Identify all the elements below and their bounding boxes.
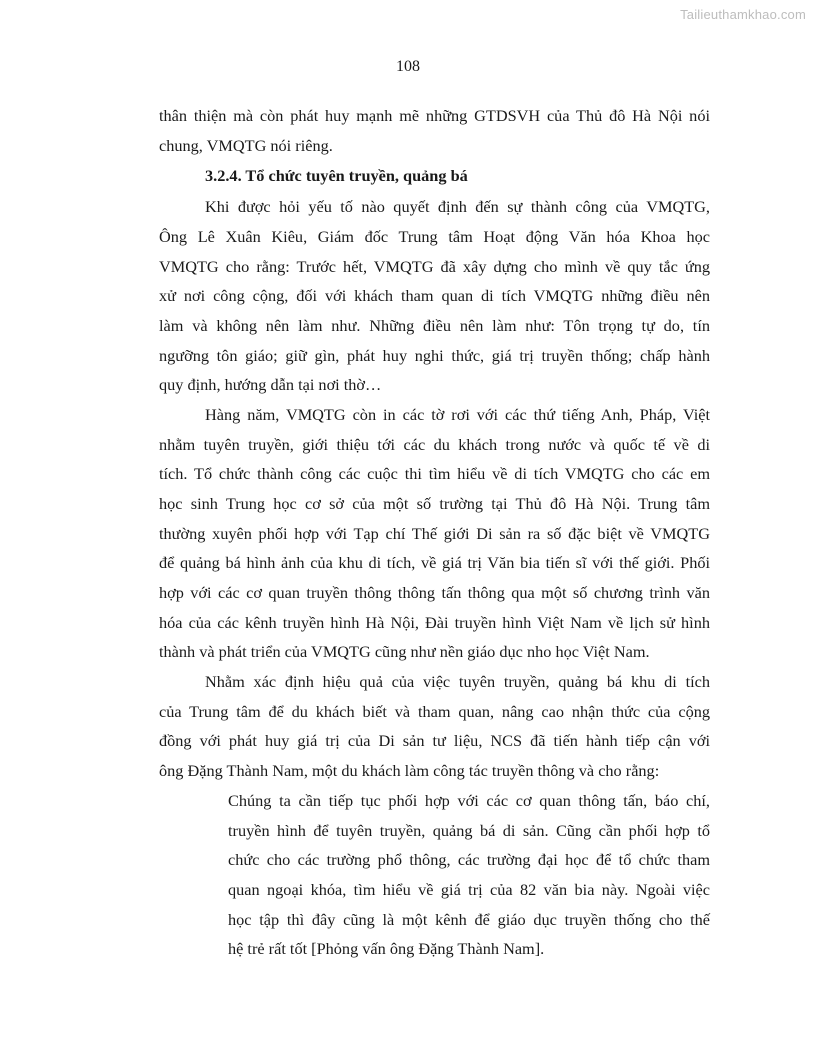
body-text-line: làm và không nên làm như. Những điều nên làm như: Tôn trọng tự do, tín bbox=[159, 316, 710, 335]
body-text-line: Nhằm xác định hiệu quả của việc tuyên truyền, quảng bá khu di tích bbox=[205, 672, 710, 691]
body-text-line: Khi được hỏi yếu tố nào quyết định đến sự thành công của VMQTG, bbox=[205, 197, 710, 216]
body-text-line: xử nơi công cộng, đối với khách tham quan di tích VMQTG những điều nên bbox=[159, 286, 710, 305]
body-text-line: ông Đặng Thành Nam, một du khách làm công tác truyền thông và cho rằng: bbox=[159, 761, 660, 780]
body-text-line: Ông Lê Xuân Kiêu, Giám đốc Trung tâm Hoạt động Văn hóa Khoa học bbox=[159, 227, 710, 246]
body-text-line: ngưỡng tôn giáo; giữ gìn, phát huy nghi thức, giá trị truyền thống; chấp hành bbox=[159, 346, 710, 365]
quote-line: quan ngoại khóa, tìm hiểu về giá trị của 82 văn bia này. Ngoài việc bbox=[228, 880, 710, 899]
section-heading: 3.2.4. Tổ chức tuyên truyền, quảng bá bbox=[205, 166, 468, 185]
body-text-line: hợp với các cơ quan truyền thông thông tấn thông qua một số chương trình văn bbox=[159, 583, 710, 602]
body-text-line: đồng với phát huy giá trị của Di sản tư liệu, NCS đã tiến hành tiếp cận với bbox=[159, 731, 710, 750]
quote-line: truyền hình để tuyên truyền, quảng bá di sản. Cũng cần phối hợp tổ bbox=[228, 821, 710, 840]
body-text-line: thường xuyên phối hợp với Tạp chí Thế giới Di sản ra số đặc biệt về VMQTG bbox=[159, 524, 710, 543]
body-text-line: tích. Tổ chức thành công các cuộc thi tìm hiểu về di tích VMQTG cho các em bbox=[159, 464, 710, 483]
body-text-line: VMQTG cho rằng: Trước hết, VMQTG đã xây dựng cho mình về quy tắc ứng bbox=[159, 257, 710, 276]
body-text-line: Hàng năm, VMQTG còn in các tờ rơi với các thứ tiếng Anh, Pháp, Việt bbox=[205, 405, 710, 424]
body-text-line: của Trung tâm để du khách biết và tham quan, nâng cao nhận thức của cộng bbox=[159, 702, 710, 721]
body-text-line: nhằm tuyên truyền, giới thiệu tới các du khách trong nước và quốc tế về di bbox=[159, 435, 710, 454]
body-text-line: quy định, hướng dẫn tại nơi thờ… bbox=[159, 375, 382, 394]
quote-line: Chúng ta cần tiếp tục phối hợp với các cơ quan thông tấn, báo chí, bbox=[228, 791, 710, 810]
body-text-line: thành và phát triển của VMQTG cũng như nền giáo dục nho học Việt Nam. bbox=[159, 642, 650, 661]
body-text-line: để quảng bá hình ảnh của khu di tích, về giá trị Văn bia tiến sĩ với thế giới. Phối bbox=[159, 553, 710, 572]
quote-line: học tập thì đây cũng là một kênh để giáo dục truyền thống cho thế bbox=[228, 910, 710, 929]
page-number: 108 bbox=[396, 58, 420, 75]
body-text-line: chung, VMQTG nói riêng. bbox=[159, 136, 333, 155]
body-text-line: học sinh Trung học cơ sở của một số trường tại Thủ đô Hà Nội. Trung tâm bbox=[159, 494, 710, 513]
body-text-line: hóa của các kênh truyền hình Hà Nội, Đài truyền hình Việt Nam về lịch sử hình bbox=[159, 613, 710, 632]
watermark: Tailieuthamkhao.com bbox=[680, 7, 806, 22]
quote-line: chức cho các trường phổ thông, các trường đại học để tổ chức tham bbox=[228, 850, 710, 869]
quote-line: hệ trẻ rất tốt [Phỏng vấn ông Đặng Thành Nam]. bbox=[228, 939, 545, 958]
body-text-line: thân thiện mà còn phát huy mạnh mẽ những GTDSVH của Thủ đô Hà Nội nói bbox=[159, 106, 710, 125]
